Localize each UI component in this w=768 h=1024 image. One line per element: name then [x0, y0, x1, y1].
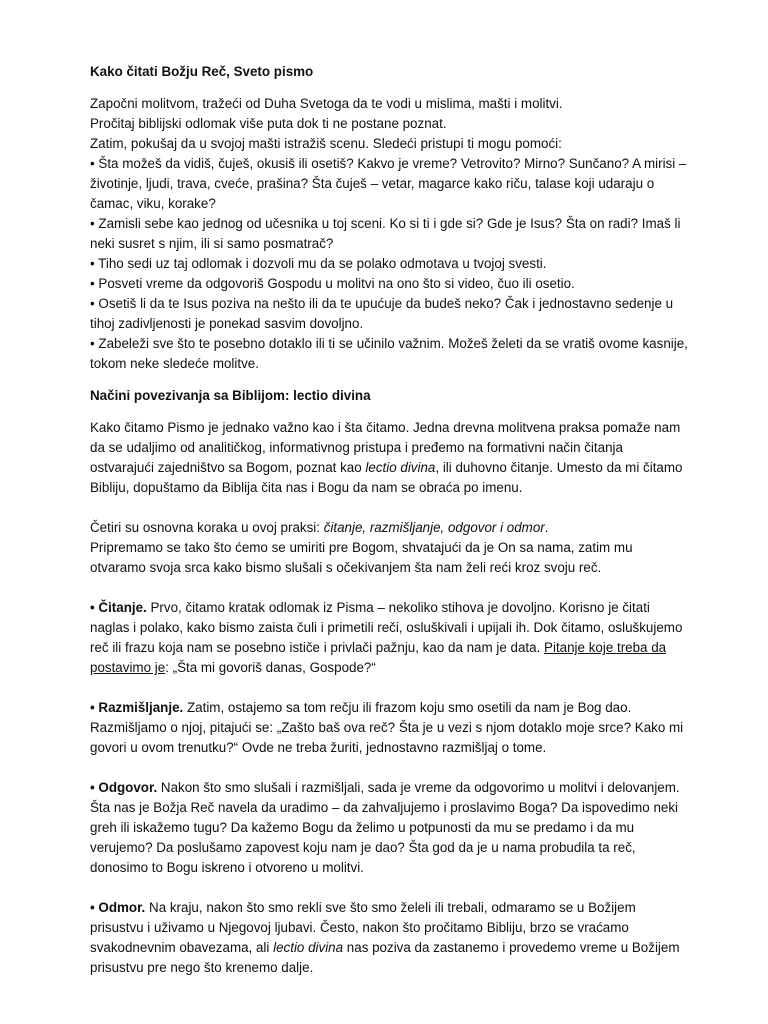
step-razmisljanje	[90, 698, 690, 758]
step-odmor	[90, 898, 690, 978]
bullet-item: • Zabeleži sve što te posebno dotaklo ili ti se učinilo važnim. Možeš želeti da se vratiš ovome kasnije, tokom neke sledeće molitve.	[90, 336, 688, 371]
bullet-item: • Tiho sedi uz taj odlomak i dozvoli mu da se polako odmotava u tvojoj svesti.	[90, 256, 547, 271]
text-run: Na kraju, nakon što smo rekli sve što smo želeli ili trebali, odmaramo se u Božijem prisustvu i uživamo u Njegovoj ljubavi. Često, nakon što pročitamo Bibliju, brzo se vraćamo svakodnevnim obavezama, ali	[90, 900, 636, 955]
lectio-intro-paragraph	[90, 418, 690, 498]
intro-line: Pročitaj biblijski odlomak više puta dok ti ne postane poznat.	[90, 116, 447, 131]
italic-steps: čitanje, razmišljanje, odgovor i odmor	[323, 520, 545, 535]
italic-term: lectio divina	[273, 940, 344, 955]
bullet-item: • Posveti vreme da odgovoriš Gospodu u molitvi na ono što si video, čuo ili osetio.	[90, 276, 575, 291]
text-run: .	[544, 520, 549, 535]
text-run: Kako čitamo Pismo je jednako važno kao i šta čitamo. Jedna drevna molitvena praksa pomaže nam da se udaljimo od analitičkog, informativnog pristupa i pređemo na formativni način čitanja ostvarajući zajedništvo sa Bogom, poznat kao	[90, 420, 681, 475]
text-run: nas poziva da zastanemo i provedemo vreme u Božijem prisustvu pre nego što krenemo dalje.	[90, 940, 680, 975]
bullet-item: • Osetiš li da te Isus poziva na nešto ili da te upućuje da budeš neko? Čak i jednostavno sedenje u tihoj zadivljenosti je ponekad sasvim dovoljno.	[90, 296, 674, 331]
step-label: • Odgovor.	[90, 780, 158, 795]
text-run: Prvo, čitamo kratak odlomak iz Pisma – nekoliko stihova je dovoljno. Korisno je čitati naglas i polako, kako bismo zaista čuli i primetili reči, osluškivali i upijali ih. Dok čitamo, osluškujemo reč ili frazu koja nam se posebno ističe i privlači pažnju, kao da nam je data.	[90, 600, 683, 655]
step-odgovor	[90, 778, 690, 878]
text-run: Zatim, ostajemo sa tom rečju ili frazom koju smo osetili da nam je Bog dao. Razmišljamo o njoj, pitajući se: „Zašto baš ova reč? Šta je u vezi s njom dotaklo moje srce? Kako mi govori u ovom trenutku?“ Ovde ne treba žuriti, jednostavno razmišljaj o tome.	[90, 700, 684, 755]
step-citanje	[90, 598, 690, 678]
step-label: • Odmor.	[90, 900, 146, 915]
steps-line	[90, 518, 690, 538]
text-run: Četiri su osnovna koraka u ovoj praksi:	[90, 520, 324, 535]
document-page	[90, 62, 690, 978]
bullet-item: • Šta možeš da vidiš, čuješ, okusiš ili osetiš? Kakvo je vreme? Vetrovito? Mirno? Sunčano? A mirisi – životinje, ljudi, trava, cveće, prašina? Šta čuješ – vetar, magarce kako riču, talase koji udaraju o čamac, viku, korake?	[90, 156, 687, 211]
text-run: , ili duhovno čitanje. Umesto da mi čitamo Bibliju, dopuštamo da Biblija čita nas i Bogu da nam se obraća po imenu.	[90, 460, 683, 495]
bullet-item: • Zamisli sebe kao jednog od učesnika u toj sceni. Ko si ti i gde si? Gde je Isus? Šta on radi? Imaš li neki susret s njim, ili si samo posmatrač?	[90, 216, 681, 251]
italic-term: lectio divina	[365, 460, 436, 475]
section-heading-how-to-read: Kako čitati Božju Reč, Sveto pismo	[90, 64, 314, 79]
intro-line: Zatim, pokušaj da u svojoj mašti istražiš scenu. Sledeći pristupi ti mogu pomoći:	[90, 136, 562, 151]
underlined-question: Pitanje koje treba da postavimo je	[90, 640, 667, 675]
text-run: : „Šta mi govoriš danas, Gospode?“	[165, 660, 376, 675]
step-label: • Čitanje.	[90, 600, 147, 615]
intro-line: Započni molitvom, tražeći od Duha Svetoga da te vodi u mislima, mašti i molitvi.	[90, 96, 563, 111]
prepare-paragraph: Pripremamo se tako što ćemo se umiriti pre Bogom, shvatajući da je On sa nama, zatim mu otvaramo svoja srca kako bismo slušali s očekivanjem šta nam želi reći kroz svoju reč.	[90, 540, 633, 575]
section-heading-lectio-divina: Načini povezivanja sa Biblijom: lectio divina	[90, 388, 371, 403]
text-run: Nakon što smo slušali i razmišljali, sada je vreme da odgovorimo u molitvi i delovanjem. Šta nas je Božja Reč navela da uradimo – da zahvaljujemo i proslavimo Boga? Da ispovedimo neki greh ili iskažemo tugu? Da kažemo Bogu da želimo u potpunosti da mu se predamo i da mu verujemo? Da poslušamo zapovest koju nam je dao? Šta god da je u nama probudila ta reč, donosimo to Bogu iskreno i otvoreno u molitvi.	[90, 780, 680, 875]
step-label: • Razmišljanje.	[90, 700, 184, 715]
